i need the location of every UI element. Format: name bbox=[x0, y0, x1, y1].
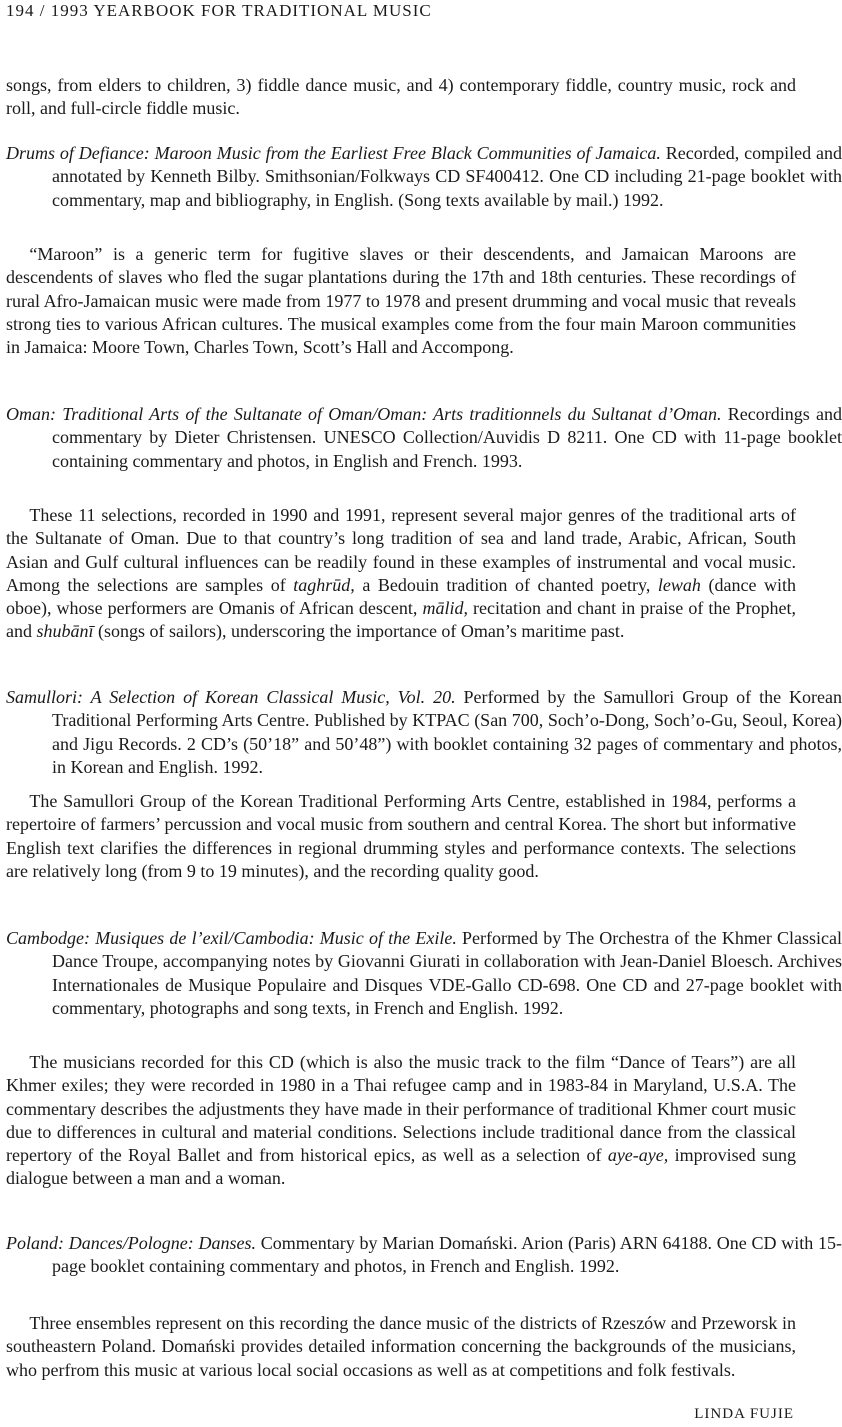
review-body-cambodge: The musicians recorded for this CD (which is also the music track to the film “Dance of Tears”) are all Khmer exiles; they were recorded in 1980 in a Thai refugee camp and in 1983-84 in Maryland, U.S.A. The commentary describes the adjustments they have made in their performance of traditional Khmer court music due to differences in cultural and material conditions. Selections include traditional dance from the classical repertory of the Royal Ballet and from historical epics, as well as a selection of aye-aye, improvised sung dialogue between a man and a woman. bbox=[6, 1052, 796, 1189]
entry-title: Samullori: A Selection of Korean Classical Music, Vol. 20. bbox=[6, 687, 456, 707]
entry-title: Poland: Dances/Pologne: Danses. bbox=[6, 1233, 256, 1253]
review-entry-drums-of-defiance bbox=[6, 142, 842, 212]
review-entry-oman bbox=[6, 403, 842, 473]
review-body-poland: Three ensembles represent on this recording the dance music of the districts of Rzeszów and Przeworsk in southeastern Poland. Domański provides detailed information concerning the backgrounds of the musicians, who perfrom this music at various local social occasions as well as at competitions and folk festivals. bbox=[6, 1313, 796, 1380]
journal-title: 1993 YEARBOOK FOR TRADITIONAL MUSIC bbox=[50, 1, 432, 20]
entry-details: Recordings and commentary by Dieter Christensen. UNESCO Collection/Auvidis D 8211. One CD with 11-page booklet containing commentary and photos, in English and French. 1993. bbox=[52, 404, 842, 471]
review-body-samullori: The Samullori Group of the Korean Traditional Performing Arts Centre, established in 1984, performs a repertoire of farmers’ percussion and vocal music from southern and central Korea. The short but informative English text clarifies the differences in regional drumming styles and performance contexts. The selections are relatively long (from 9 to 19 minutes), and the recording quality good. bbox=[6, 791, 796, 881]
entry-details: Performed by the Samullori Group of the Korean Traditional Performing Arts Centre. Published by KTPAC (San 700, Soch’o-Dong, Soch’o-Gu, Seoul, Korea) and Jigu Records. 2 CD’s (50’18” and 50’48”) with booklet containing 32 pages of commentary and photos, in Korean and English. 1992. bbox=[52, 687, 842, 777]
review-body-drums-of-defiance: “Maroon” is a generic term for fugitive slaves or their descendents, and Jamaican Maroons are descendents of slaves who fled the sugar plantations during the 17th and 18th centuries. These recordings of rural Afro-Jamaican music were made from 1977 to 1978 and present drumming and vocal music that reveals strong ties to various African cultures. The musical examples come from the four main Maroon communities in Jamaica: Moore Town, Charles Town, Scott’s Hall and Accompong. bbox=[6, 244, 796, 358]
intro-paragraph: songs, from elders to children, 3) fiddle dance music, and 4) contemporary fiddle, country music, rock and roll, and full-circle fiddle music. bbox=[6, 75, 796, 119]
entry-title: Oman: Traditional Arts of the Sultanate of Oman/Oman: Arts traditionnels du Sultanat d’Oman. bbox=[6, 404, 722, 424]
review-entry-samullori bbox=[6, 686, 842, 779]
entry-details: Performed by The Orchestra of the Khmer Classical Dance Troupe, accompanying notes by Giovanni Giurati in collaboration with Jean-Daniel Bloesch. Archives Internationales de Musique Populaire and Disques VDE-Gallo CD-698. One CD and 27-page booklet with commentary, photographs and song texts, in French and English. 1992. bbox=[52, 928, 842, 1018]
header-separator: / bbox=[34, 1, 51, 20]
entry-details: Recorded, compiled and annotated by Kenneth Bilby. Smithsonian/Folkways CD SF400412. One CD including 21-page booklet with commentary, map and bibliography, in English. (Song texts available by mail.) 1992. bbox=[52, 143, 842, 210]
running-header bbox=[6, 0, 432, 22]
review-body-oman: These 11 selections, recorded in 1990 and 1991, represent several major genres of the traditional arts of the Sultanate of Oman. Due to that country’s long tradition of sea and land trade, Arabic, African, South Asian and Gulf cultural influences can be readily found in these examples of instrumental and vocal music. Among the selections are samples of taghrūd, a Bedouin tradition of chanted poetry, lewah (dance with oboe), whose performers are Omanis of African descent, mālid, recitation and chant in praise of the Prophet, and shubānī (songs of sailors), underscoring the importance of Oman’s maritime past. bbox=[6, 505, 796, 642]
review-entry-cambodge bbox=[6, 927, 842, 1020]
reviewer-signature: LINDA FUJIE bbox=[694, 1406, 794, 1422]
entry-details: Commentary by Marian Domański. Arion (Paris) ARN 64188. One CD with 15-page booklet containing commentary and photos, in French and English. 1992. bbox=[52, 1233, 842, 1277]
review-entry-poland bbox=[6, 1232, 842, 1279]
entry-title: Drums of Defiance: Maroon Music from the Earliest Free Black Communities of Jamaica. bbox=[6, 143, 661, 163]
entry-title: Cambodge: Musiques de l’exil/Cambodia: Music of the Exile. bbox=[6, 928, 457, 948]
page-number: 194 bbox=[6, 1, 35, 20]
